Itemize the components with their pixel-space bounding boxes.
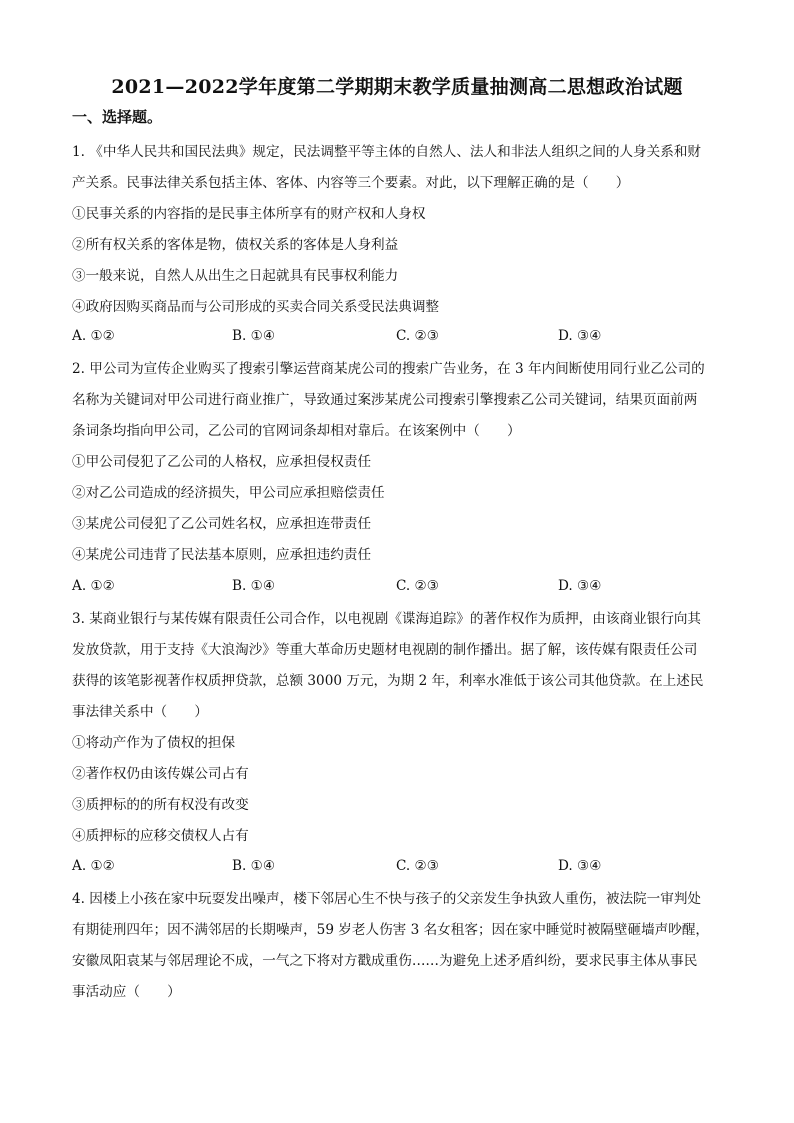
q2-option-c[interactable]: C. ②③ (396, 578, 439, 594)
q2-stem-line: 条词条均指向甲公司，乙公司的官网词条却相对靠后。在该案例中（ ） (72, 423, 521, 439)
q2-statement: ①甲公司侵犯了乙公司的人格权，应承担侵权责任 (72, 454, 372, 470)
q1-statement: ②所有权关系的客体是物，债权关系的客体是人身利益 (72, 237, 399, 253)
q2-stem-line: 2. 甲公司为宣传企业购买了搜索引擎运营商某虎公司的搜索广告业务，在 3 年内间断使用同行业乙公司的 (72, 361, 705, 377)
q3-options (72, 858, 722, 876)
q3-option-d[interactable]: D. ③④ (558, 858, 602, 874)
q1-option-d[interactable]: D. ③④ (558, 328, 602, 344)
q4-stem-line: 4. 因楼上小孩在家中玩耍发出噪声，楼下邻居心生不快与孩子的父亲发生争执致人重伤，被法院一审判处 (72, 891, 702, 907)
q2-statement: ②对乙公司造成的经济损失，甲公司应承担赔偿责任 (72, 485, 385, 501)
q3-statement: ①将动产作为了债权的担保 (72, 735, 236, 751)
q3-stem-line: 事法律关系中（ ） (72, 704, 208, 720)
q4-stem-line: 安徽凤阳袁某与邻居理论不成，一气之下将对方戳成重伤……为避免上述矛盾纠纷，要求民事主体从事民 (72, 953, 698, 969)
q2-stem-line: 名称为关键词对甲公司进行商业推广，导致通过案涉某虎公司搜索引擎搜索乙公司关键词，结果页面前两 (72, 392, 698, 408)
section-heading: 一、选择题。 (72, 108, 163, 126)
q1-option-a[interactable]: A. ①② (72, 328, 115, 344)
q3-statement: ③质押标的的所有权没有改变 (72, 797, 249, 813)
q3-stem-line: 获得的该笔影视著作权质押贷款，总额 3000 万元，为期 2 年，利率水准低于该公司其他贷款。在上述民 (72, 673, 704, 689)
q1-option-b[interactable]: B. ①④ (232, 328, 276, 344)
q2-statement: ④某虎公司违背了民法基本原则，应承担违约责任 (72, 547, 372, 563)
page-title: 2021—2022学年度第二学期期末教学质量抽测高二思想政治试题 (111, 76, 683, 98)
q2-option-b[interactable]: B. ①④ (232, 578, 276, 594)
q1-option-c[interactable]: C. ②③ (396, 328, 439, 344)
q2-option-d[interactable]: D. ③④ (558, 578, 602, 594)
q4-stem-line: 有期徒刑四年；因不满邻居的长期噪声，59 岁老人伤害 3 名女租客；因在家中睡觉时被隔壁砸墙声吵醒， (72, 922, 710, 938)
q1-stem-line: 产关系。民事法律关系包括主体、客体、内容等三个要素。对此，以下理解正确的是（ ） (72, 175, 630, 191)
q3-option-c[interactable]: C. ②③ (396, 858, 439, 874)
q1-options (72, 328, 722, 346)
q1-stem-line: 1. 《中华人民共和国民法典》规定，民法调整平等主体的自然人、法人和非法人组织之间的人身关系和财 (72, 144, 702, 160)
q3-statement: ④质押标的应移交债权人占有 (72, 828, 249, 844)
q3-stem-line: 3. 某商业银行与某传媒有限责任公司合作，以电视剧《谍海追踪》的著作权作为质押，由该商业银行向其 (72, 611, 702, 627)
q4-stem-line: 事活动应（ ） (72, 984, 181, 1000)
q3-option-b[interactable]: B. ①④ (232, 858, 276, 874)
q1-statement: ④政府因购买商品而与公司形成的买卖合同关系受民法典调整 (72, 299, 440, 315)
q3-option-a[interactable]: A. ①② (72, 858, 115, 874)
q2-statement: ③某虎公司侵犯了乙公司姓名权，应承担连带责任 (72, 516, 372, 532)
q2-option-a[interactable]: A. ①② (72, 578, 115, 594)
q3-statement: ②著作权仍由该传媒公司占有 (72, 766, 249, 782)
q2-options (72, 578, 722, 596)
q1-statement: ③一般来说，自然人从出生之日起就具有民事权利能力 (72, 268, 399, 284)
q3-stem-line: 发放贷款，用于支持《大浪淘沙》等重大革命历史题材电视剧的制作播出。据了解，该传媒有限责任公司 (72, 642, 698, 658)
q1-statement: ①民事关系的内容指的是民事主体所享有的财产权和人身权 (72, 206, 426, 222)
